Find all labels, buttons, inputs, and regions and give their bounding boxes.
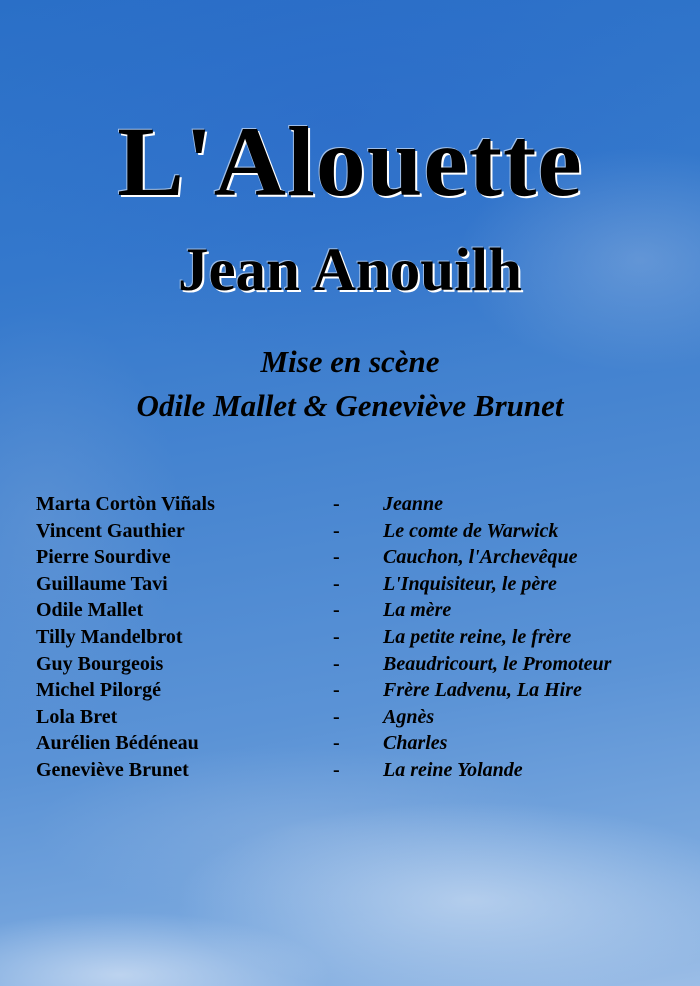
cast-role: Cauchon, l'Archevêque [383, 546, 578, 569]
cast-separator: - [333, 732, 340, 755]
cast-separator: - [333, 519, 340, 542]
cast-role: Agnès [383, 705, 435, 728]
directors-names: Odile Mallet & Geneviève Brunet [136, 388, 564, 423]
cast-separator: - [333, 652, 340, 675]
cast-role: La petite reine, le frère [383, 625, 572, 648]
cast-role: La mère [383, 599, 452, 622]
cast-separator: - [333, 493, 340, 515]
cast-actor: Lola Bret [36, 705, 118, 728]
cast-separator: - [333, 599, 340, 622]
cast-separator: - [333, 679, 340, 702]
cast-actor: Geneviève Brunet [36, 758, 189, 781]
cast-row [36, 544, 686, 571]
cast-separator: - [333, 758, 340, 781]
cast-actor: Vincent Gauthier [36, 519, 185, 542]
cast-actor: Marta Cortòn Viñals [36, 493, 215, 515]
cast-actor: Tilly Mandelbrot [36, 625, 183, 648]
cast-role: La reine Yolande [383, 758, 523, 781]
cast-row [36, 757, 686, 784]
cast-actor: Pierre Sourdive [36, 546, 171, 569]
cast-role: Le comte de Warwick [383, 519, 559, 542]
cast-list [36, 491, 686, 784]
cast-role: L'Inquisiteur, le père [383, 572, 557, 595]
cast-role: Jeanne [383, 493, 443, 515]
cast-row [36, 624, 686, 651]
direction-credit [0, 340, 700, 428]
cast-actor: Aurélien Bédéneau [36, 732, 199, 755]
cast-row [36, 597, 686, 624]
cast-row [36, 518, 686, 545]
cast-row [36, 491, 686, 518]
cast-separator: - [333, 625, 340, 648]
cast-role: Frère Ladvenu, La Hire [383, 679, 582, 702]
cast-row [36, 730, 686, 757]
cast-actor: Guy Bourgeois [36, 652, 164, 675]
author-name: Jean Anouilh [177, 237, 523, 304]
cast-row [36, 571, 686, 598]
direction-label: Mise en scène [260, 344, 440, 379]
cast-separator: - [333, 546, 340, 569]
cast-actor: Odile Mallet [36, 599, 144, 622]
cast-row [36, 651, 686, 678]
cast-row [36, 677, 686, 704]
cast-separator: - [333, 705, 340, 728]
cast-role: Beaudricourt, le Promoteur [383, 652, 612, 675]
play-title: L'Alouette [117, 106, 583, 217]
cast-role: Charles [383, 732, 448, 755]
cast-actor: Guillaume Tavi [36, 572, 168, 595]
cast-actor: Michel Pilorgé [36, 679, 161, 702]
cast-separator: - [333, 572, 340, 595]
cast-row [36, 704, 686, 731]
